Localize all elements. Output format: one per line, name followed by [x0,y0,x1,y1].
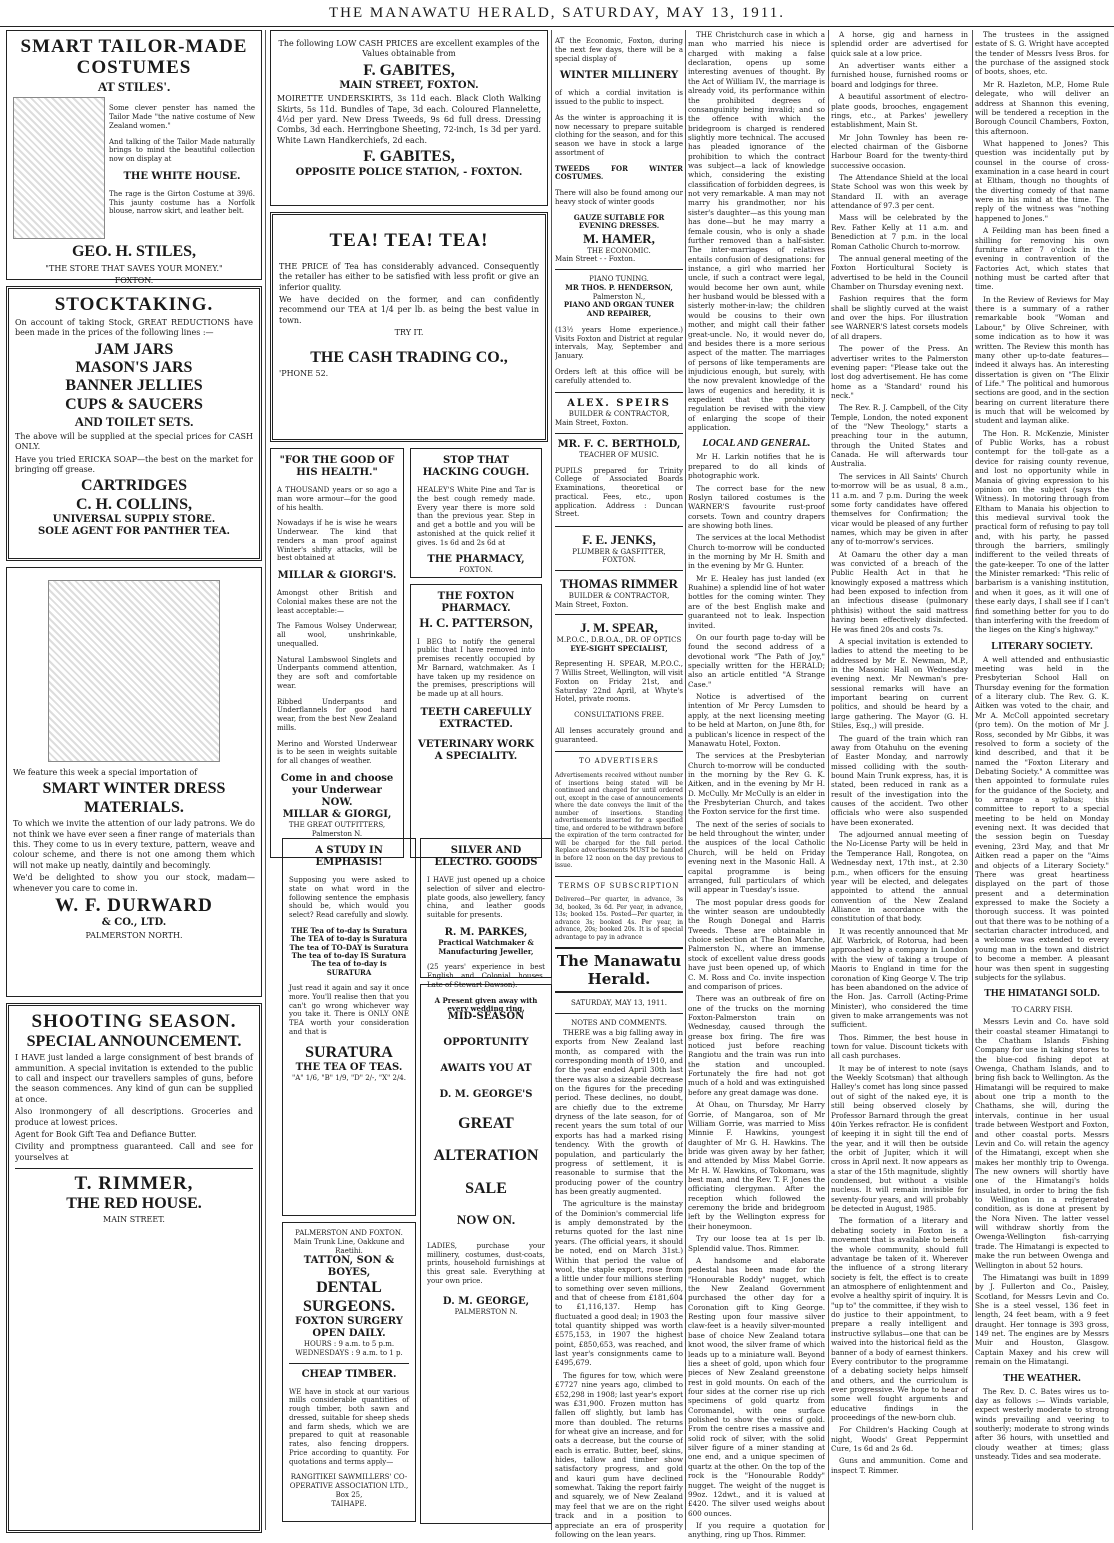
timber-name: RANGITIKEI SAWMILLERS' CO-OPERATIVE ASSOCIATION LTD., [289,1473,409,1491]
silver-body: I HAVE just opened up a choice selection of silver and electro-plate goods, also jewellery, fancy china, and leather goods suitable for presents. [427,876,545,919]
stock-line: MASON'S JARS [75,359,193,377]
silver-body2: (25 years' experience in best English and Colonial houses. Late of Stewart Dawson). [427,963,545,989]
piano-title: PIANO AND ORGAN TUNER AND REPAIRER, [563,300,675,319]
local-para: A beautiful assortment of electro-plate goods, brooches, engagement rings, etc., at Parkes' jewellery establishment, Main St. [831,92,968,130]
millar-title: "FOR THE GOOD OF HIS HEALTH." [279,455,395,478]
himatangi-sub: TO CARRY FISH. [1011,1005,1073,1015]
shoot-body4: Civility and promptness guaranteed. Call and see for yourselves at [15,1142,253,1162]
spear-title: EYE-SIGHT SPECIALIST, [570,643,668,653]
dental-name: TATTON, SON & BOYES, [303,1255,395,1279]
local-para: Guns and ammunition. Come and inspect T. Rimmer. [831,1456,968,1475]
dental-ad [282,1222,416,1522]
rimmer-ad [6,1003,262,1533]
gabites-addr: MAIN STREET, FOXTON. [339,80,479,92]
silver-name: R. M. PARKES, [444,926,528,938]
sur-title: A STUDY IN EMPHASIS! [315,845,383,868]
column-5 [831,30,968,1478]
stock-line: CUPS & SAUCERS [65,395,203,413]
column-rule [828,30,829,1530]
local-para: There was an outbreak of fire on one of the trucks on the morning Foxton-Palmerston train on Wednesday, caused through the grease box firing. The fire was noticed just before reaching Rangiotu and the train was run into the station and uncoupled. Fortunately the fire had not got much of a hold and was extinguished before any great damage was done. [688,994,825,1097]
column-6 [975,30,1109,1464]
paper-date: SATURDAY, MAY 13, 1911. [570,999,668,1008]
silver-title: SILVER AND ELECTRO. GOODS [434,845,538,868]
hamer-econ: THE ECONOMIC. [587,246,651,255]
hamer-street: Main Street - - Foxton. [555,255,636,264]
local-para: The correct base for the new Roslyn tailored costumes is the WARNER'S favourite rust-proof corsets. Town and country drapers are showing both lines. [688,483,825,530]
berth-body: PUPILS prepared for Trinity College of Associated Boards Examinations, theoretical or practical. Fees, etc., upon application. Address : Duncan Street. [555,466,683,519]
spear-body: Representing H. SPEAR, M.P.O.C., 7 Willis Street, Wellington, will visit Foxton on Friday 21st, and Saturday 22nd April, at Whyte's Hotel, private rooms. [555,660,683,704]
stiles-house: THE WHITE HOUSE. [123,170,241,182]
stiles-body3: And talking of the Tailor Made naturally brings to mind the beautiful collection now on display at [109,137,255,164]
notes-para: THERE was a big falling away in exports from New Zealand last month, as compared with the corresponding month of 1910, and for the year ended April 30th last there was also a sizeable decrease on the figures for the preceding period. These declines, no doubt, are chiefly due to the extreme dryness of the late season, for of recent years the sum total of our exports has had a marked rising tendency. With the growth of population, and particularly the progress of settlement, it is reasonable to surmise that the producing power of the country has been greatly augmented. [555,1027,683,1196]
local-para: A special invitation is extended to ladies to attend the meeting to be addressed by Mr E. Newman, M.P., in the Masonic Hall on Wednesday evening next. Mr Newman's pre-sessional remarks will have an important bearing on current politics, and should be heard by a large gathering. The Mayor (G. H. Stiles, Esq.,) will preside. [831,636,968,731]
george-line: D. M. GEORGE'S [439,1089,533,1100]
george-town: PALMERSTON N. [454,1307,518,1316]
sur-body2: Just read it again and say it once more. You'll realise then that you can't go wrong whichever way you take it. There is ONLY ONE TEA worth your consideration and that is [289,984,409,1036]
notes-para: The agriculture is the mainstay of the Dominion's commercial life is amply demonstrated by the returns quoted for the last nine years. (The official years, it should be noted, end on March 31st.) Within that period the value of wool, the staple export, rose from a little under four millions sterling to something over seven millions, and that of cheese from £181,604 to £1,116,137. Hemp has fluctuated a good deal; in 1903 the total quantity shipped was worth £575,153, in 1907 the highest point, £850,653, was reached, and last year's consignments came to £495,679. [555,1199,683,1368]
george-line: OPPORTUNITY [443,1037,529,1048]
stiles-title: SMART TAILOR-MADE COSTUMES [20,36,248,78]
parkes-ad [420,838,552,1014]
local-para: The services at the Presbyterian Church to-morrow will be conducted in the morning by the Rev G. K. Aitken, and in the evening by Mr H. D. McCully. Mr McCully is an elder in the Presbyterian Church, and takes the Foxton service for the first time. [688,751,825,817]
berth-title: TEACHER OF MUSIC. [579,450,659,459]
stock-name: C. H. COLLINS, [75,495,193,513]
durward-body3: We'd be delighted to show you our stock, madam—whenever you care to come in. [13,873,255,893]
stock-line: JAM JARS [94,340,174,358]
dental-town: PALMERSTON AND FOXTON. [295,1229,403,1237]
durward-body2: To which we invite the attention of our lady patrons. We do not think we have ever seen a finer range of materials than this. They come to us in every texture, pattern, weave and colour scheme, and there is not one among them which will not make up neatly, daintily and becomingly. [13,819,255,870]
durward-town: PALMERSTON NORTH. [85,930,183,940]
gabites-opp: OPPOSITE POLICE STATION, - FOXTON. [295,166,523,178]
piano-name: MR THOS. P. HENDERSON, [565,282,673,292]
local-para: Mr H. Larkin notifies that he is prepared to do all kinds of photographic work. [688,452,825,481]
stock-agent: SOLE AGENT FOR PANTHER TEA. [38,526,230,538]
local-para: The trustees in the assigned estate of S. G. Wright have accepted the tender of Messrs Ivess Bros. for the purchase of the assigned stock of boots, shoes, etc. [975,30,1109,77]
spear-consult: CONSULTATIONS FREE. [574,711,664,720]
jenks-trade: PLUMBER & GASFITTER, [572,547,666,556]
george-line: NOW ON. [456,1212,516,1228]
millar-body5: Natural Lambswool Singlets and Underpants commend attention, they are soft and comfortable wear. [277,655,397,690]
hamer-title: WINTER MILLINERY [559,70,679,82]
george-line: SALE [465,1179,507,1197]
himatangi-para: The Himatangi was built in 1899 by J. Fullerton and Co., Paisley, Scotland, for Messrs Levin and Co. She is a steel vessel, 136 feet in length, 24 feet beam, with a 9 feet draught. Her tonnage is 393 gross, 149 net. The engines are by Messrs Muir and Houston, Glasgow. Captain Maxey and his crew will remain on the Himatangi. [975,1272,1109,1367]
hamer-tweeds: TWEEDS FOR WINTER COSTUMES. [555,163,683,182]
shoot-name: T. RIMMER, [74,1173,194,1195]
sur-line: The tea of to-day is SURATURA [311,959,387,977]
local-head: LOCAL AND GENERAL. [702,438,811,450]
column-rule [265,30,266,1530]
dental-wed: WEDNESDAYS : 9 a.m. to 1 p. [295,1348,403,1357]
stiles-body1: Some clever penster has named the Tailor Made "the native costume of New Zealand women." [109,104,255,130]
millar-cta: Come in and choose your Underwear NOW. [280,772,394,808]
stiles-slogan: "THE STORE THAT SAVES YOUR MONEY." [45,263,223,273]
himatangi-head: THE HIMATANGI SOLD. [984,988,1100,1000]
millar-name: MILLAR & GIORGI'S. [277,570,397,581]
column-3 [555,30,683,1542]
gabites-name: F. GABITES, [363,61,455,79]
millar-body4: The Famous Wolsey Underwear, all wool, unshrinkable, unequalled. [277,622,397,648]
tea-body: THE PRICE of Tea has considerably advanced. Consequently the retailer has either to be satisfied with less profit or give an inferior quality. [279,261,539,292]
column-rule [685,30,686,1530]
gabites-intro: The following LOW CASH PRICES are excellent examples of the Values obtainable from [278,39,540,59]
column-rule [972,30,973,1530]
local-para: A horse, gig and harness in splendid order are advertised for quick sale at a low price. [831,30,968,58]
stock-body: On account of taking Stock, GREAT REDUCTIONS have been made in the prices of the following lines :— [15,317,253,338]
local-para: In the Review of Reviews for May there is a summary of a rather remarkable book "Woman and Labour," by Olive Schreiner, with some indication as to how it was written. The Review this month has many other up-to-date features—indeed it always has. An interesting dissertation is given on "The Elixir of Life." The political and humorous sections are good, and in the section bearing on current literature there is much that will be welcomed by student and layman alike. [975,294,1109,426]
durward-name: W. F. DURWARD [55,894,213,916]
dental-open: FOXTON SURGERY OPEN DAILY. [295,1316,403,1340]
notes-head: NOTES AND COMMENTS. [571,1019,667,1028]
woman-costume-illustration [13,97,105,239]
hamer-name: M. HAMER, [583,231,655,246]
sur-line: THE Tea of to-day is Suratura [290,925,408,935]
article-para: THE Christchurch case in which a man who married his niece is charged with making a false declaration, opens up some interesting avenues of thought. By the Act of William IV., the marriage is already void, its performance within the prohibited degrees of consanguinity being invalid; and so the offence with which the bridegroom is charged is rendered slightly more technical. The accused has pleaded ignorance of the prohibition to which the contract was subject—a lack of knowledge which, considering the existing classification of forbidden degrees, is not very remarkable. A man may not marry his grandmother, nor his sister's daughter—as this young man has done—but he may marry a female cousin, who is only a shade further removed than a half-sister. The inter-marriages of relatives entails confusion of designations: for instance, a girl who married her uncle, if such a contract were legal, would become her own aunt, while her husband would be blessed with a sisterly mother-in-law; the children would be cousins to their own mother, and might call their father great-uncle. No, it would never do, and besides there is a more serious aspect of the matter. The marriages of persons of like temperaments are injudicious enough, but surely, with the now prevalent knowledge of the laws of eugenics and heredity, it is expedient that the prohibitory regulation be revised with the view of enlarging the scope of their application. [688,30,825,433]
patterson-ad [410,584,542,858]
jenks-name: F. E. JENKS, [582,532,656,548]
sub-head: TERMS OF SUBSCRIPTION [558,881,680,890]
sur-line: The tea of TO-DAY is Suratura [289,942,409,952]
dental-addr: Main Trunk Line, Oakkune and Raetihi. [293,1237,405,1255]
timber-town: TAIHAPE. [331,1499,367,1508]
local-para: At Ohau, on Thursday, Mr Harry Gorrie, of Mangaroa, son of Mr William Gorrie, was married to Miss Minnie F. Hawkins, youngest daughter of Mr G. H. Hawkins. The bride was given away by her father, and attended by Miss Mabel Gorrie. Mr H. W. Hawkins, of Tokomaru, was best man, and the Rev. T. F. Jones the officiating clergyman. After the reception which followed the ceremony the bride and bridegroom left by the Wellington express for their honeymoon. [688,1100,825,1231]
local-para: It may be of interest to note (says the Weekly Scotsman) that although Halley's comet has long since passed out of sight of the naked eye, it is still being observed closely by Professor Barnard through the great 40in Yerkes refractor. He is confident of keeping it in sight till the end of the year, and it will then be outside the orbit of Jupiter, which it will cross in April next. It now appears as a star of the 15th magnitude, slightly condensed, but without a visible nucleus. It will remain invisible for seventy-four years, and will probably be detected in August, 1985. [831,1063,968,1214]
sur-name: SURATURA [305,1043,393,1061]
column-2-lower-left [282,838,416,1528]
cash-trading-ad [270,212,548,442]
spear-quals: M.P.O.C., D.B.O.A., DR. OF OPTICS [556,635,682,644]
stiles-ad [6,30,262,286]
cough-ad [410,448,542,578]
timber-head: CHEAP TIMBER. [301,1368,397,1380]
george-body: LADIES, purchase your millinery, costumes, dust-coats, prints, household furnishings at this great sale. Everything at your own price. [427,1241,545,1285]
silver-trade: Practical Watchmaker & Manufacturing Jeweller, [438,937,534,956]
cough-title: STOP THAT HACKING COUGH. [422,455,530,478]
tea-phone: 'PHONE 52. [279,369,329,379]
hamer-body4: There will also be found among our heavy stock of winter goods [555,189,683,206]
rimmer-trade: BUILDER & CONTRACTOR, [568,591,670,600]
durward-ad [6,567,262,997]
sub-body: Delivered—Per quarter, in advance, 3s 3d, booked, 3s 6d. Per year, in advance, 13s; booked 15s. Posted—Per quarter, in advance 3s; booked 4s. Per year, in advance, 20s; booked 20s. It is of special advantage to pay in advance [555,896,683,941]
sur-line: The TEA of to-day is Suratura [290,934,408,944]
durward-body: We feature this week a special importation of [13,768,198,777]
stock-title: STOCKTAKING. [54,294,214,315]
local-para: On our fourth page to-day will be found the second address of a devotional work "The Path of Joy," specially written for the HERALD; also an article entitled "A Strange Case." [688,632,825,689]
stock-store: UNIVERSAL SUPPLY STORE. [52,514,216,526]
spear-name: J. M. SPEAR, [580,620,658,636]
local-para: Try our loose tea at 1s per lb. Splendid value. Thos. Rimmer. [688,1234,825,1253]
george-line: MID-SEASON [447,1011,525,1022]
local-para: The annual general meeting of the Foxton Horticultural Society is advertised to be held in the Council Chamber on Thursday evening next. [831,253,968,291]
local-para: The most popular dress goods for the winter season are undoubtedly the Rough Donegal and Harris Tweeds. These are obtainable in choice selection at The Bon Marche, Palmerston N., where an immense stock of excellent value dress goods have just been opened up, of which C. M. Ross and Co. invite inspection and comparison of prices. [688,897,825,991]
millar-outfit: THE GREAT OUTFITTERS, [288,820,386,829]
george-line: AWAITS YOU AT [440,1063,532,1074]
stock-body3: Have you tried ERICKA SOAP—the best on the market for bringing off grease. [15,454,253,474]
local-para: A Feilding man has been fined a shilling for removing his own furniture after 7 o'clock in the evening in contravention of the Factories Act, which states that nothing must be carted after that time. [975,226,1109,292]
millar-name2: MILLAR & GIORGI, [282,808,392,820]
local-para: The services at the local Methodist Church to-morrow will be conducted in the morning by Mr H. Smith and in the evening by Mr G. Hunter. [688,533,825,571]
millar-body7: Merino and Worsted Underwear is to be seen in weights suitable for all changes of weather. [277,739,397,765]
stiles-town: FOXTON. [114,276,154,286]
literary-para: A well attended and enthusiastic meeting was held in the Presbyterian School Hall on Thursday evening for the formation of a literary club. The Rev. G. K. Aitken was voted to the chair, and Mr A. McColl appointed secretary (pro tem). On the motion of Mr J. Ross, seconded by Mr Gibbs, it was resolved to form a society of the kind described, and that it be named the "Foxton Literary and Debating Society." A committee was then appointed to formulate rules for the guidance of the Society, and to arrange a syllabus; this committee to report to a special meeting to be held on Monday evening next. It was decided that the session begin on Tuesday evening, 23rd May, and that Mr Aitken read a paper on the "Aims and objects of a Literary Society." There was great heartiness displayed on the part of those present and a determination expressed to make the Society a thorough success. It was pointed out that there was to be nothing of a sectarian character introduced, and a welcome was extended to every young man in the town and district to become a member. A pleasant hour was then spent in suggesting subjects for the syllabus. [975,654,1109,982]
column-2-lower-right [420,838,552,1530]
silver-gift: A Present given away with every wedding ring. [434,995,538,1014]
column-1 [6,30,262,1539]
shoot-body2: Also ironmongery of all descriptions. Groceries and produce at lowest prices. [15,1107,253,1127]
local-para: An advertiser wants either a furnished house, furnished rooms or board and lodgings for three. [831,61,968,89]
shoot-title: SHOOTING SEASON. [31,1011,237,1032]
hamer-body3: As the winter is approaching it is now necessary to prepare suitable clothing for the season, and for this season we have in stock a large assortment of [555,113,683,157]
george-line: GREAT [458,1115,514,1132]
adv-body: Advertisements received without number of insertions being stated will be continued and charged for until ordered out, except in the case of announcements where the date conveys the limit of the number of insertions. Standing advertisements inserted for a specified time, and ordered to be withdrawn before the expiration of the term contracted for will be charged for the full period. Replace advertisements MUST be handed in before 12 noon on the day previous to issue. [555,772,683,870]
weather-head: THE WEATHER. [1003,1372,1081,1384]
patt-vet: VETERINARY WORK A SPECIALITY. [418,738,534,762]
speirs-name: ALEX. SPEIRS [567,398,671,410]
dental-title: DENTAL SURGEONS. [302,1279,396,1315]
masthead: THE MANAWATU HERALD, SATURDAY, MAY 13, 1911. [0,0,1114,27]
stiles-name: GEO. H. STILES, [71,243,197,261]
sur-body: Supposing you were asked to state on what word in the following sentence the emphasis should be, which would you select? Read carefully and slowly. [289,876,409,919]
local-para: Notice is advertised of the intention of Mr Percy Lumsden to apply, at the next licensing meeting to be held at Marton, on June 8th, for a publican's licence in respect of the Manawatu Hotel, Foxton. [688,692,825,748]
sur-prices: "A" 1/6, "B" 1/9, "D" 2/-, "X" 2/4. [291,1073,406,1082]
tea-title: TEA! TEA! TEA! [329,230,489,251]
rimmer-addr: Main Street, Foxton. [555,600,629,609]
millar-body2: Nowadays if he is wise he wears Underwear. The kind that renders a man proof against Winter's shifty attacks, will be best obtained at [277,519,397,563]
notes-para: The figures for tow, which were £7727 nine years ago, climbed to £52,298 in 1908; last year's export was £31,900. Frozen mutton has fallen off slightly, but lamb has more than doubled. The returns for wheat give an increase, and for oats a decrease, but the course of each is erratic. Butter, beef, skins, hides, tallow and timber show satisfactory progress, and gold and kauri gum have declined somewhat. Taking the report fairly and squarely, we of New Zealand may feel that we are on the right track and in a position to appreciate an era of prosperity following on the lean years. [555,1370,683,1539]
cough-name: THE PHARMACY, [427,554,525,566]
shoot-sub: SPECIAL ANNOUNCEMENT. [26,1032,242,1050]
cough-body: HEALEY'S White Pine and Tar is the best cough remedy made. Every year there is more sold than the previous year. Step in and get a bottle and you will be astonished at the quick relief it gives. 1s 6d and 2s 6d at [417,486,535,547]
column-2 [270,30,548,864]
spear-body2: All lenses accurately ground and guaranteed. [555,726,683,744]
dental-hours: HOURS : 9 a.m. to 5 p.m. [303,1340,395,1349]
local-para: The next of the series of socials to be held throughout the winter, under the auspices of the local Catholic Church, will be held on Friday evening next in the Masonic Hall. A capital programme is being arranged, full particulars of which will appear in Tuesday's issue. [688,819,825,895]
local-para: Fashion requires that the form shall be slightly curved at the waist and over the hips. For illustration see WARNER'S latest corsets models of all drapers. [831,294,968,341]
stock-line: BANNER JELLIES [65,377,203,395]
shoot-street: MAIN STREET. [103,1215,165,1225]
george-line: ALTERATION [433,1147,539,1165]
suratura-ad [282,838,416,1216]
cough-town: FOXTON. [459,566,493,575]
local-para: A handsome and elaborate pedestal has been made for the "Honourable Roddy" nugget, which the New Zealand Government purchased the other day for a Coronation gift to King George. Resting upon four massive silver claw-feet is a heavily silver-mounted base of choice New Zealand totara knot wood, the silver frame of which leads up to a miniature wall. Beyond lies a sheet of gold, upon which four pieces of New Zealand greenstone rest in gold mounts. On each of the four sides at the corner rise up rich specimens of gold quartz from Coromandel, with one surface polished to show the veins of gold. From the centre rises a massive and solid rock of silver, with the solid silver figure of a miner standing at one end, and a unique specimen of quartz at the other. On the top of the rock is the "Honourable Roddy" nugget. The weight of the nugget is 99oz. 12dwt., and it is valued at £420. The silver used weighs about 600 ounces. [688,1255,825,1518]
local-para: The guard of the train which ran away from Otahuhu on the evening of Easter Monday, and narrowly missed colliding with the south-bound Main Trunk express, has, it is stated, been reduced in rank as a result of the investigation into the causes of the accident. Two other officials who were also suspended have been exonerated. [831,733,968,827]
piano-head: PIANO TUNING. [589,275,649,284]
gabites-ad [270,30,548,206]
piano-body: (13½ years Home experience.) Visits Foxton and District at regular intervals, May, September and January. [555,325,683,361]
millar-body: A THOUSAND years or so ago a man wore armour—for the good of his health. [277,486,397,512]
piano-town: Palmerston N., [592,292,646,301]
patt-teeth: TEETH CAREFULLY EXTRACTED. [420,706,532,730]
tea-name: THE CASH TRADING CO., [310,348,508,366]
local-para: Thos. Rimmer, the best house in town for value. Discount tickets with all cash purchases. [831,1032,968,1061]
gabites-name2: F. GABITES, [363,148,455,166]
timber-box: Box 25, [335,1490,363,1499]
collins-ad [6,286,262,561]
shoot-house: THE RED HOUSE. [66,1195,202,1213]
local-para: For Children's Hacking Cough at night, Woods' Great Peppermint Cure, 1s 6d and 2s 6d. [831,1425,968,1454]
stiles-sub: AT STILES'. [97,78,171,94]
timber-body: WE have in stock at our various mills considerable quantities of rough timber, both sawn and dressed, suitable for sheep sheds and farm sheds, which we are prepared to quit at reasonable rates, also fencing droppers. Price according to quantity. For quotations and terms apply— [289,1387,409,1466]
durward-title: SMART WINTER DRESS MATERIALS. [42,780,226,816]
millar-body3: Amongst other British and Colonial makes these are not the least acceptable:— [277,589,397,615]
himatangi-para: Messrs Levin and Co. have sold their coastal steamer Himatangi to the Chatham Islands Fishing Company for use in taking stores to the blue-cod fishing depot at Owenga, Chatham Islands, and to bring fish back to Wellington. As the Himatangi will be required to make about one trip a month to the Chathams, she will, during the intervals, continue in her usual trade between Westport and Foxton, and other coastal ports. Messrs Levin and Co. will retain the agency of the Himatangi, except when she makes her monthly trip to Owenga. The new owners will shortly have one of the Himatangi's holds insulated, in order to bring the fish to Wellington in a refrigerated condition, as is done at present by the Nora Niven. The latter vessel will withdraw shortly from the Owenga-Wellington fish-carrying trade. The Himatangi is expected to make the run between Owenga and Wellington in about 52 hours. [975,1017,1109,1270]
local-para: It was recently announced that Mr Alf. Warbrick, of Rotorua, had been approached by a company in London with the view of taking a troupe of Maoris to England in time for the coronation of King George V. The trip has been abandoned on the advice of the Hon. Jas. Carroll (Acting-Prime Minister), who considered the time given to make arrangements was not sufficient. [831,926,968,1030]
local-para: What happened to Jones? This question was incidentally put by counsel in the course of cross-examination in a case heard in court at Eltham, though no thoughts of the diverting comedy of that name were in his mind at the time. The reply of the witness was "nothing happened to Jones." [975,138,1109,223]
rimmer-name: THOMAS RIMMER [559,576,679,592]
local-para: The services in All Saints' Church to-morrow will be as usual, 8 a.m., 11 a.m. and 7 p.m. During the week some forty candidates have offered themselves for Confirmation; the vicar would be pleased of any further names, which may be given in after any of to-morrow's services. [831,471,968,547]
weather-para: The Rev. D. C. Bates wires us to-day as follows :— Winds variable, expect westerly moderate to strong winds prevailing and veering to southerly; moderate to strong winds after 36 hours, with unsettled and cloudy weather at times; glass unsteady. Tides and sea moderate. [975,1386,1109,1462]
stock-cartridges: CARTRIDGES [80,477,188,495]
local-para: The adjourned annual meeting of the No-License Party will be held in the Temperance Hall, Rongotea, on Wednesday next, 17th inst., at 2.30 p.m., when officers for the ensuing year will be elected, and delegates appointed to attend the annual convention of the New Zealand Alliance in accordance with the constitution of that body. [831,830,968,924]
george-name: D. M. GEORGE, [442,1295,530,1307]
sur-line: The tea of to-day IS Suratura [291,950,407,960]
shoot-body3: Agent for Book Gift Tea and Defiance Butter. [15,1130,197,1140]
local-para: Mr E. Healey has just landed (ex Ruahine) a splendid line of hot water bottles for the coming winter. They are of the best English make and guaranteed not to leak. Inspection invited. [688,573,825,630]
millar-body6: Ribbed Underpants and Underflannels for good hard wear, from the best New Zealand mills. [277,697,397,732]
local-para: The Rev. R. J. Campbell, of the City Temple, London, the noted exponent of the "New Theology," starts a preaching tour in the autumn, through the United States and Canada. He will afterwards tour Australia. [831,403,968,469]
local-para: The Attendance Shield at the local State School was won this week by Standard II. with an average attendance of 97.3 per cent. [831,173,968,211]
hamer-gauze: GAUZE SUITABLE FOR EVENING DRESSES. [573,212,665,231]
stock-line: AND TOILET SETS. [74,414,194,430]
shoot-body: I HAVE just landed a large consignment of best brands of ammunition. A special invitation is extended to the public to call and inspect our travellers samples of guns, before the season commences. Any kind of gun can be supplied at once. [15,1053,253,1104]
local-para: The power of the Press. An advertiser writes to the Palmerston evening paper: "Please take out the lost dog advertisement. He has come home as a 'Standard' round his neck." [831,344,968,400]
tea-body2: We have decided on the former, and can confidently recommend our TEA at 1/4 per lb. as being the best value in town. [279,295,539,325]
berth-name: MR. F. C. BERTHOLD, [557,438,681,450]
local-para: Mr John Townley has been re-elected chairman of the Gisborne Harbour Board for the twenty-third successive occasion. [831,132,968,170]
sur-teas: THE TEA OF TEAS. [295,1061,403,1073]
jenks-town: FOXTON. [602,556,636,565]
george-ad [420,984,552,1524]
speirs-addr: Main Street, Foxton. [555,419,629,428]
local-para: If you require a quotation for anything, ring up Thos. Rimmer. [688,1520,825,1540]
local-para: Mass will be celebrated by the Rev. Father Kelly at 11 a.m. and Benediction at 7 p.m. in the local Roman Catholic Church to-morrow. [831,213,968,251]
durward-co: & CO., LTD. [101,916,167,928]
piano-body2: Orders left at this office will be carefully attended to. [555,367,683,385]
stiles-body6: The rage is the Girton Costume at 39/6. This jaunty costume has a Norfolk blouse, narrow skirt, and leather belt. [109,189,255,216]
gabites-body: MOIRETTE UNDERSKIRTS, 3s 11d each. Black Cloth Walking Skirts, 5s 11d. Bundles of Tape, 3d each. Coloured Flannelette, 4½d per yard. New Dress Tweeds, 9s 6d full dress. Dressing Combs, 3d each. Herringbone Sheeting, 72-inch, 1s 3d per yard. White Lawn Handkerchiefs, 2d each. [277,94,541,145]
adv-head: TO ADVERTISERS [579,757,659,766]
patt-body: I BEG to notify the general public that I have removed into premises recently occupied by Mr Barnard, watchmaker. As I have taken up my residence on the premises, prescriptions will be made up at all hours. [417,637,535,699]
local-para: Mr R. Hazleton, M.P., Home Rule delegate, who will deliver an address at Shannon this evening, will be tendered a reception in the Borough Council Chambers, Foxton, this afternoon. [975,79,1109,136]
hamer-body2: of which a cordial invitation is issued to the public to inspect. [555,89,683,106]
paper-title: The Manawatu Herald. [555,947,683,993]
millar-town: Palmerston N. [311,829,363,838]
local-para: The Hon. R. McKenzie, Minister of Public Works, has a robust contempt for the toll-gate as a device for raising county revenue, and lost no opportunity while in Manaia of giving expression to his opinion on the subject (says the Witness). In motoring through from Eltham to Manaia his objection to this medieval survival took the practical form of refusing to pay toll and, with his party, he passed through the barriers, smilingly indifferent to the veiled threats of the gate-keeper. To one of the latter the Minister remarked: "This relic of barbarism is a vanishing institution, and when it goes, as it will one of these early days, I shall see if I can't find something better for you to do than interfering with the freedom of the lieges on the King's highway." [975,428,1109,635]
hamer-body: AT the Economic, Foxton, during the next few days, there will be a special display of [555,37,683,63]
stock-body2: The above will be supplied at the special prices for CASH ONLY. [15,431,253,452]
column-4 [688,30,825,1543]
patt-head: THE FOXTON PHARMACY. [437,591,515,614]
literary-head: LITERARY SOCIETY. [991,640,1093,652]
woman-dress-illustration [48,580,220,762]
millar-ad [270,448,404,858]
local-para: The formation of a literary and debating society in Foxton is a movement that is available to benefit the whole community, should full advantage be taken of it. Wherever the influence of a strong literary society is felt, the effect is to create an atmosphere of enlightenment and evolve a healthy spirit of inquiry. It is "up to" the committee, if they wish to do justice to their appointment, to prepare a really intelligent and instructive syllabus—one that can be waived into the historical field as the banner of a body of earnest thinkers. Every contributor to the programme of a debating society helps himself and others, and the curriculum is ever progressive. We hope to hear of some well fought arguments and educative findings in the proceedings of the new-born club. [831,1216,968,1423]
speirs-trade: BUILDER & CONTRACTOR, [568,410,670,419]
local-para: At Oamaru the other day a man was convicted of a breach of the Public Health Act in that he knowingly exposed a mattress which had been exposed to infection from an infectious disease (pulmonary phthisis) without the said mattress having been effectively disinfected. He was fined 20s and costs 7s. [831,549,968,634]
tea-try: TRY IT. [394,328,424,338]
patt-name: H. C. PATTERSON, [419,615,533,630]
